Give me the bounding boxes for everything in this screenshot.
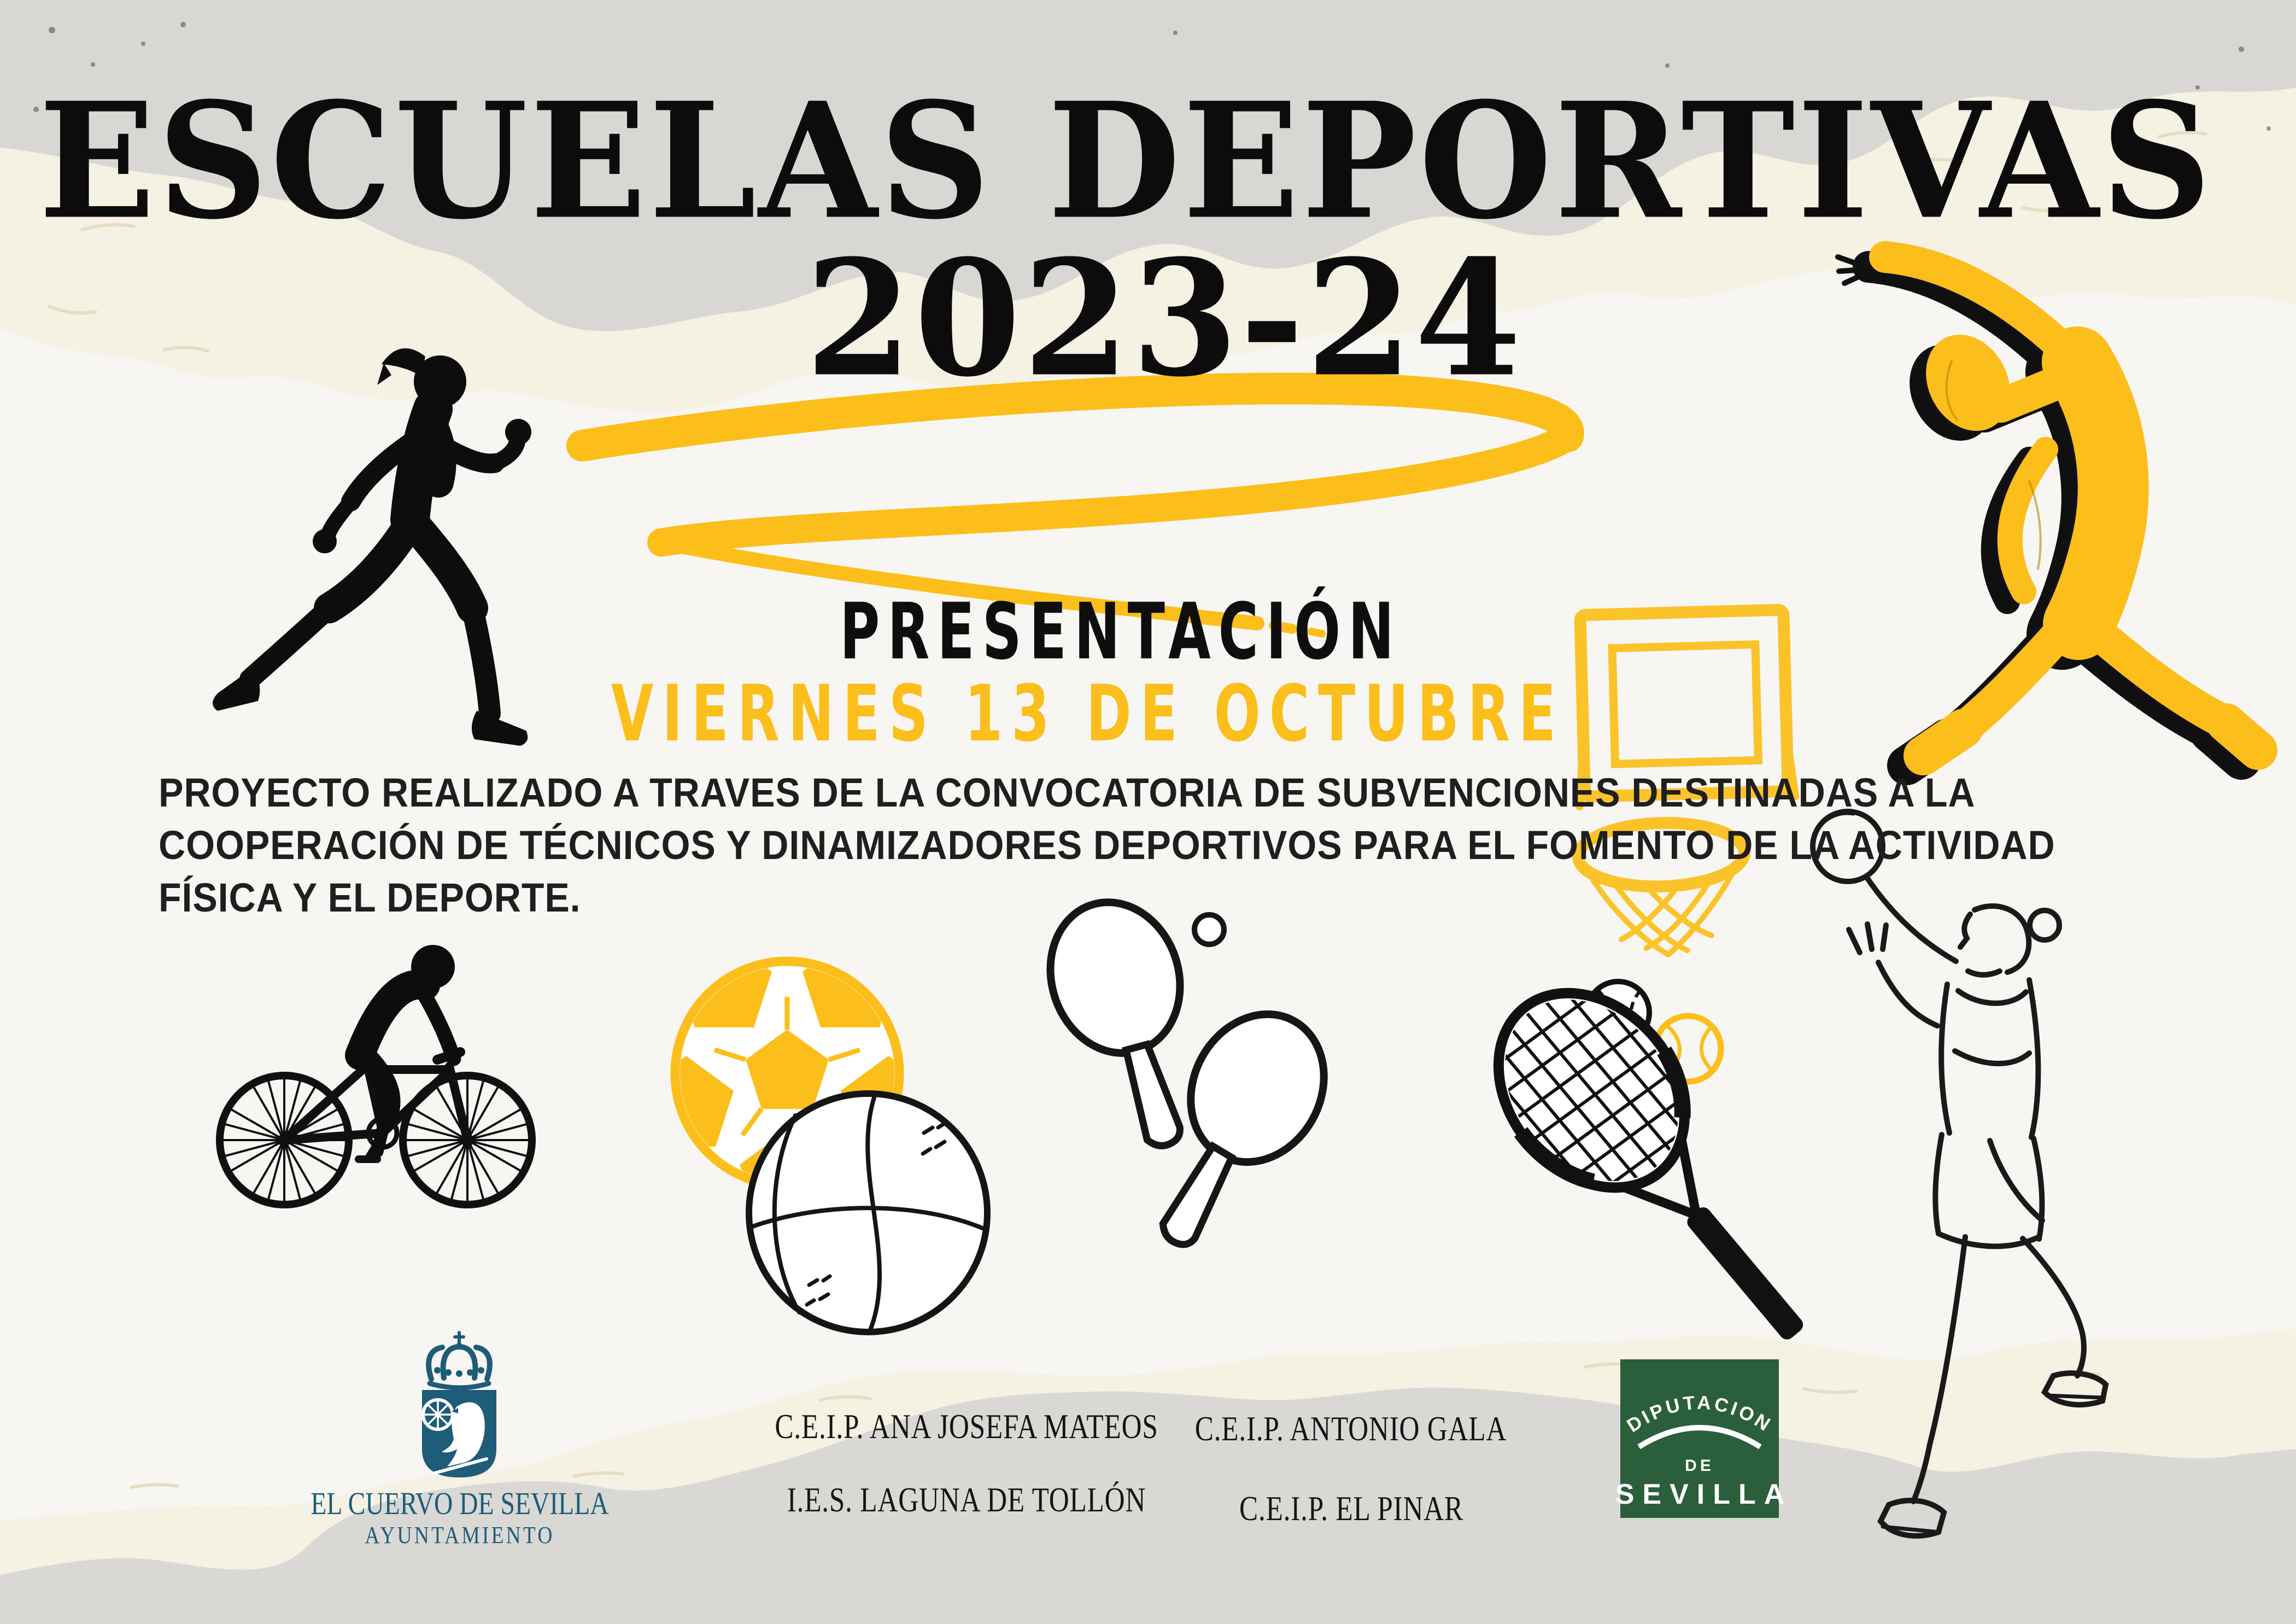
torn-paper-bottom: [0, 1329, 2296, 1624]
runner-silhouette-icon: [213, 348, 531, 746]
tennis-racket-icon: [1460, 956, 1859, 1387]
council-name-label: EL CUERVO DE SEVILLA: [311, 1486, 609, 1521]
description-line-1: PROYECTO REALIZADO A TRAVES DE LA CONVOCATORIA DE SUBVENCIONES DESTINADAS A LA: [159, 770, 1976, 815]
poster-title-line1: ESCUELAS DEPORTIVAS: [38, 68, 2214, 255]
diputacion-sevilla-logo: [1615, 1359, 1793, 1518]
table-tennis-paddles-icon: [1031, 885, 1349, 1272]
school-name-laguna-de-tollon: I.E.S. LAGUNA DE TOLLÓN: [787, 1480, 1146, 1519]
school-name-ana-josefa-mateos: C.E.I.P. ANA JOSEFA MATEOS: [775, 1407, 1158, 1446]
event-date-label: VIERNES 13 DE OCTUBRE: [611, 668, 1565, 760]
el-cuervo-crest-icon: [422, 1333, 496, 1477]
diputacion-sevilla-text: SEVILLA: [1615, 1479, 1793, 1510]
basketball-icon: [749, 1094, 987, 1332]
project-description: [159, 767, 2220, 924]
gymnast-stretch-icon: [1838, 257, 2258, 766]
council-subtitle-label: AYUNTAMIENTO: [365, 1522, 555, 1549]
description-line-2: COOPERACIÓN DE TÉCNICOS Y DINAMIZADORES DEPORTIVOS PARA EL FOMENTO DE LA ACTIVIDAD: [159, 822, 2055, 868]
cyclist-icon: [220, 945, 532, 1205]
diputacion-de-text: DE: [1685, 1457, 1714, 1475]
diputacion-arc-text: DIPUTACION: [1623, 1392, 1776, 1437]
presentation-label: PRESENTACIÓN: [840, 586, 1402, 677]
school-name-el-pinar: C.E.I.P. EL PINAR: [1239, 1489, 1463, 1528]
description-line-3: FÍSICA Y EL DEPORTE.: [159, 875, 581, 920]
school-name-antonio-gala: C.E.I.P. ANTONIO GALA: [1194, 1409, 1507, 1448]
poster-title-line2: 2023-24: [805, 225, 1524, 413]
